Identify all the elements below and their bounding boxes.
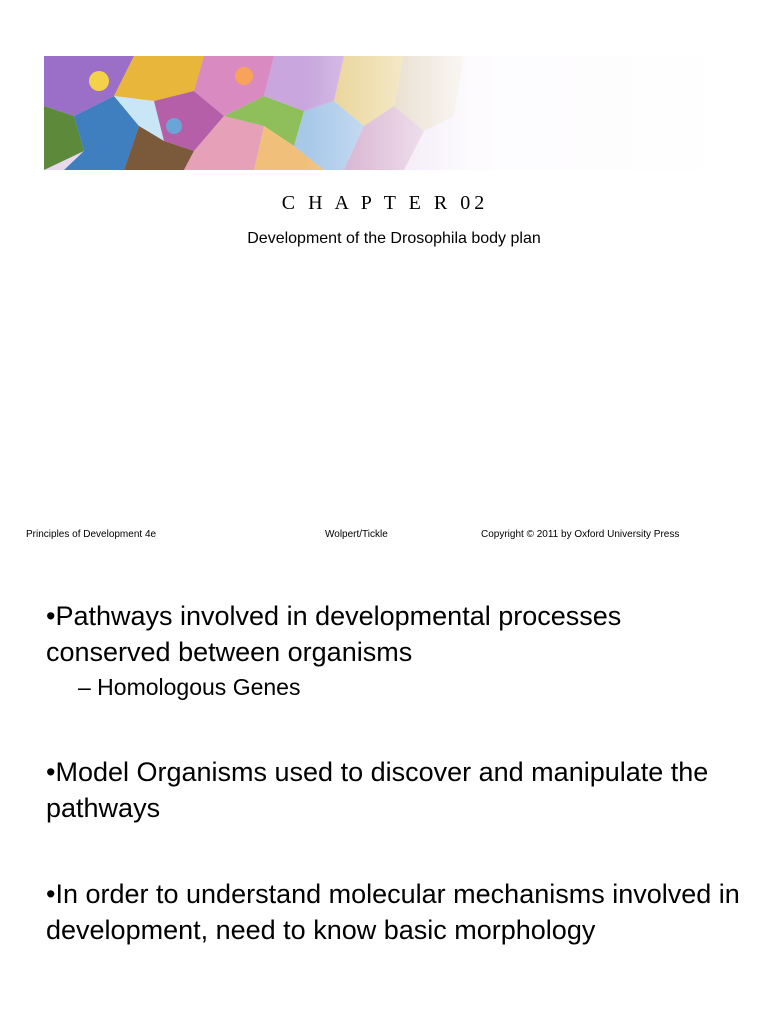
banner-artwork [44,56,734,170]
bullet-list [46,598,746,948]
footer-copyright: Copyright © 2011 by Oxford University Press [481,529,680,540]
chapter-title: Development of the Drosophila body plan [247,230,541,247]
bullet-spacer [46,826,746,876]
bullet-item: •In order to understand molecular mechanisms involved in development, need to know basic morphology [46,879,740,945]
footer-book-title: Principles of Development 4e [26,529,157,540]
sub-bullet-item: – Homologous Genes [78,674,301,700]
footer-authors: Wolpert/Tickle [325,529,388,540]
bullet-item: •Model Organisms used to discover and manipulate the pathways [46,757,709,823]
slide-content [0,560,768,1024]
banner-image [44,56,734,170]
chapter-label: C H A P T E R 02 [281,192,489,214]
bullet-item: •Pathways involved in developmental processes conserved between organisms [46,601,622,667]
bullet-spacer [46,702,746,754]
